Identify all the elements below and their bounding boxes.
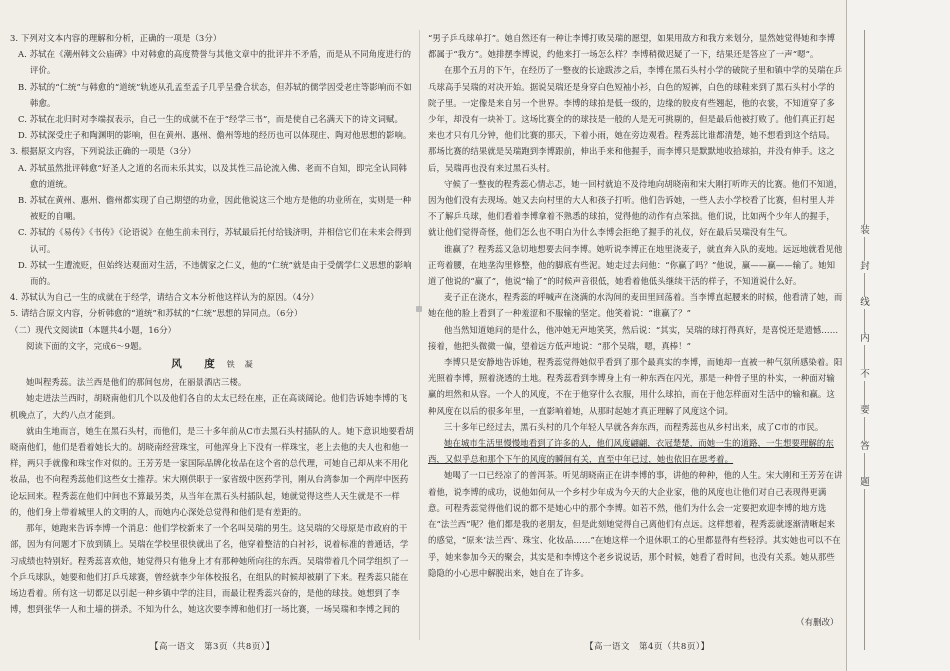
page-divider (419, 30, 420, 640)
story-title-text: 风 度 (171, 358, 221, 371)
right-page (428, 30, 843, 626)
binding-char: 答 (852, 441, 878, 453)
binding-char: 不 (852, 369, 878, 381)
binding-char: 线 (852, 297, 878, 309)
story-paragraph: 麦子正在浇水，程秀蕊的呼喊声在浇满的水沟间的麦田里回荡着。当李博直起腰来的时候，他看清了她，而她在他的脸上看到了一种羞涩和不服输的坚定。他笑着说：“谁赢了？” (428, 292, 843, 319)
story-paragraph-underlined: 她在城市生活里慢慢地看到了许多的人，他们风度翩翩，衣冠楚楚，而她一生的道路，一生想要理解的东西，又似乎总和那个下午的风度的瞬间有关，直至中年已过，她也依旧在思考着。 (428, 438, 834, 465)
question-3b-option-c: C. 苏轼的《易传》《书传》《论语说》在他生前未刊行，苏轼最后托付给钱济明，并相信它们在未来会得到认可。 (18, 227, 412, 254)
story-paragraph: 她走进法兰西时，胡晓南他们几个以及他们各自的太太已经在座，正在高谈阔论。他们告诉她李博的飞机晚点了，大约八点才能到。 (10, 393, 408, 420)
binding-char: 内 (852, 333, 878, 345)
question-5: 5. 请结合原文内容，分析韩愈的“道统”和苏轼的“仁统”思想的异同点。（6分） (10, 308, 303, 319)
abridged-note: （有删改） (796, 618, 839, 628)
story-title (10, 356, 415, 373)
binding-char: 装 (852, 225, 878, 237)
fold-mark (416, 306, 422, 312)
story-author: 铁 凝 (226, 360, 254, 370)
question-3-option-b: B. 苏轼的“仁统”与韩愈的“道统”轨迹从孔孟至孟子几乎呈叠合状态，但苏轼的儒学因受老庄等影响而不如韩愈。 (18, 81, 412, 108)
question-3b-option-b: B. 苏轼在黄州、惠州、儋州都实现了自己期望的功业，因此他说这三个地方是他的功业所在，实则是一种被贬的自嘲。 (18, 195, 412, 222)
page-footer-right: 【高一语文 第4页（共8页）】 (585, 642, 710, 652)
question-3b-stem: 3. 根据原文内容，下列说法正确的一项是（3分） (10, 146, 196, 157)
story-paragraph: 她喝了一口已经凉了的普洱茶。听见胡晓南正在讲李博的事，讲他的种种，他的人生。宋大刚和王芳芳在讲着他，说李博的成功，说他如何从一个乡村少年成为今天的大企业家，他的风度也让他们对自己表现得更满意。可程秀蕊觉得他们说的都不是她心中的那个李博。如若不然，他们为什么会一定要把欢迎李博的地方选在“法兰西”呢？他们都是我的老朋友，但是此刻她觉得自己离他们有点远。这样想着，程秀蕊就逐渐清晰起来的感觉，“原来‘法兰西’、珠宝、化妆品……”在她这样一个退休职工的心里都显得有些轻浮。其实她也可以不在乎，她来参加今天的聚会，其实是和李博这个老乡说说话，那个时候，她看了看时间，也没有关系。她从那些隐隐的小心思中解脱出来，她自在了许多。 (428, 470, 843, 578)
story-paragraph: 三十多年已经过去，黑石头村的几个年轻人早就各奔东西，而程秀蕊也从乡村出来，成了C市的市民。 (444, 421, 824, 432)
page-footer-left: 【高一语文 第3页（共8页）】 (150, 642, 275, 652)
reading-instruction: 阅读下面的文字，完成6～9题。 (26, 340, 148, 351)
story-paragraph: 他当然知道她问的是什么，他冲她无声地笑笑，然后说：“其实，吴瑞的球打得真好，是喜悦还是遗憾……接着，他把头微微一偏，望着远方低声地说：“那个吴瑞，嗯，真棒！” (428, 324, 839, 351)
story-paragraph: 她叫程秀蕊。法兰西是他们的那间包房，在丽景酒店三楼。 (26, 377, 247, 388)
story-paragraph: 就由生地而言，她生在黑石头村，而他们，是三十多年前从C市去黑石头村插队的人。她下意识地要看胡晓南他们，他们是看着她长大的。胡晓南经营珠宝，可他浑身上下没有一样珠宝，老上去他的夫人也和他一样，两只手就像和珠宝作对似的。王芳芳是一家国际品牌化妆品在这个省的总代理，可她自己却从来不用化妆品，也不向程秀蕊他们这些女士推荐。宋大刚供职于一家省级中医药学刊，刚从台湾参加一个两岸中医药论坛回来。程秀蕊在他们中间也不算最另类，从当年在黑石头村插队起，她就觉得这些人天生就是不一样的，他们身上带着城里人的文明的人，而她内心深处总觉得和他们是有差距的。 (10, 425, 414, 517)
section-2-heading: （二）现代文阅读Ⅱ（本题共4小题，16分） (10, 324, 177, 335)
story-paragraph: 那年，她跑来告诉李博一个消息：他们学校新来了一个名叫吴瑞的男生。这吴瑞的父母原是市政府的干部，因为有问题才下放到镇上。吴瑞在学校里很快就出了名，他穿着整洁的白衬衫，说着标准的普通话，学习成绩也特别好。程秀蕊喜欢他，她觉得只有他身上才有那种她所向往的东西。吴瑞带着几个同学组织了一个乒乓球队，她要和他们打乒乓球赛，曾经就李少年体校报名，在组队的时候却被刷了下来。程秀蕊只能在场边看着。所有这一切都足以引起一种乡镇中学的注目，而最让程秀蕊兴奋的，是他的球技。她想到了李博，想到张华一人和土墙的拼杀。不知为什么，她这次要李博和他们打一场比赛，一场吴瑞和李博之间的 (10, 523, 409, 615)
story-paragraph: 谁赢了？程秀蕊又急切地想要去问李博。她听说李博正在地里浇麦子，就直奔入队的麦地。远远地就看见他正弯着腰，在地垄沟里修整，他的脚底有些泥。她走过去问他：“你赢了吗？”他说，赢——赢——输了。她知道了他说的“赢了”，他说“输了”的时候声音很低，她看着他低头继续干活的样子，不知道说什么好。 (428, 243, 843, 287)
question-3-option-d: D. 苏轼深受庄子和陶渊明的影响，但在黄州、惠州、儋州等地的经历也可以体现庄、陶对他思想的影响。 (18, 130, 412, 141)
question-3-option-a: A. 苏轼在《潮州韩文公庙碑》中对韩愈的高度赞誉与其他文章中的批评并不矛盾，而是从不同角度进行的评价。 (18, 49, 412, 76)
binding-char: 封 (852, 261, 878, 273)
story-paragraph: 守候了一整夜的程秀蕊心情忐忑，她一回村就迫不及待地向胡晓南和宋大刚打听昨天的比赛。他们不知道，因为他们没有去现场。她又去向村里的大人和孩子打听。他们告诉她，一些人去小学校看了比赛，但村里人并不了解乒乓球，他们看着李博拿着不熟悉的球拍，觉得他的动作有点笨拙。他们说，比如两个少年人的握手，就让他们觉得奇怪，他们怎么也不明白为什么李博会拒绝了握手的礼仪，好在最后吴瑞没有生气。 (428, 178, 843, 238)
binding-char: 要 (852, 405, 878, 417)
question-3b-option-a: A. 苏轼虽然批评韩愈“好圣人之道的名而未乐其实，以及其性三品论流入佛、老而不自知，即完全认同韩愈的道统。 (18, 162, 407, 189)
question-3-option-c: C. 苏轼在北归时对李端叔表示，自己一生的成就不在于“经学三书”，而是使自己名满天下的诗文词赋。 (18, 114, 403, 125)
question-3-stem: 3. 下列对文本内容的理解和分析，正确的一项是（3分） (10, 33, 222, 43)
story-paragraph: 在那个五月的下午，在经历了一整夜的长途跋涉之后，李博在黑石头村小学的破院子里和镇中学的吴瑞在乒乓球高手吴瑞的对决开始。据说吴瑞还是身穿白色短袖小衫，白色的短裤，白色的球鞋来到了黑石头村小学的院子里。一定像是来自另一个世界。李博的球拍是低一级的，边缘的胶皮有些翘起，他的衣裳，不知道穿了多少年，却没有一块补丁。这场比赛全的的球技是一般的人是无可挑剔的，但是最后他被打败了。他们真正打起来也才只有几分钟，他们比赛的那天，下着小雨，她在旁边观看。程秀蕊比谁都清楚，她不想看到这个结局。那场比赛的结果就是吴瑞跑到李博跟前，伸出手来和他握手，而李博只是默默地收拾球拍，并没有伸手。这之后，吴瑞再也没有来过黑石头村。 (428, 65, 843, 173)
story-paragraph: “男子乒乓球单打”。她自然还有一种让李博打败吴瑞的愿望，如果用敌方和我方来划分，显然她觉得她和李博都属于“我方”。她排摆李博说，约他来打一场怎么样？李博稍微迟疑了一下，结果还是答应了一声“嗯”。 (428, 33, 836, 60)
question-3b-option-d: D. 苏轼一生遭流贬，但始终达观面对生活，不违儒家之仁义，他的“仁统”就是由于受儒学仁义思想的影响而的。 (18, 259, 412, 287)
binding-char: 题 (852, 477, 878, 489)
left-page (10, 30, 415, 642)
story-paragraph: 李博只是安静地告诉她，程秀蕊觉得她似乎看到了那个最真实的李博，而她却一直被一种气氛所感染着。阳光照着李博，照着浇透的土地。程秀蕊看到李博身上有一种东西在闪光，那是一种骨子里的朴实，一种面对输赢的坦然和从容。一个人的风度，不在于他穿什么衣服，用什么球拍，而在于他怎样面对生活中的输和赢。这种风度在以后的很多年里，一直影响着她，从那时起她才真正理解了风度这个词。 (428, 357, 843, 416)
question-4: 4. 苏轼认为自己一生的成就在于经学，请结合文本分析他这样认为的原因。（4分） (10, 292, 319, 303)
